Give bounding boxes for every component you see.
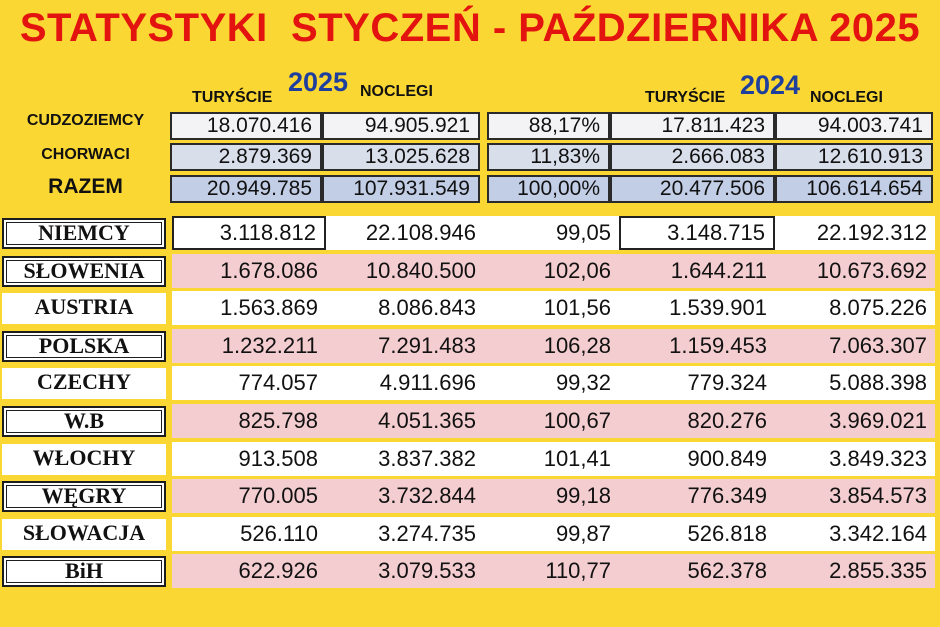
country-label: CZECHY: [2, 368, 166, 399]
summary-cell-pct: 11,83%: [487, 143, 610, 171]
country-cell-n2024: 3.342.164: [775, 517, 935, 551]
country-cell-n2024: 22.192.312: [775, 216, 935, 250]
country-cell-t2024: 776.349: [619, 479, 775, 513]
country-cell-idx: 100,67: [484, 404, 619, 438]
country-cell-t2025: 3.118.812: [172, 216, 326, 250]
country-cell-idx: 99,18: [484, 479, 619, 513]
country-cell-t2024: 3.148.715: [619, 216, 775, 250]
country-cell-t2024: 526.818: [619, 517, 775, 551]
country-cell-idx: 102,06: [484, 254, 619, 288]
country-label: SŁOWACJA: [2, 519, 166, 550]
country-cell-n2025: 8.086.843: [326, 291, 484, 325]
country-label: AUSTRIA: [2, 293, 166, 324]
summary-cell-pct: 88,17%: [487, 112, 610, 140]
summary-cell-t2025: 20.949.785: [170, 175, 322, 203]
summary-cell-t2025: 18.070.416: [170, 112, 322, 140]
country-cell-t2025: 913.508: [172, 442, 326, 476]
country-cell-n2024: 5.088.398: [775, 366, 935, 400]
country-cell-n2025: 3.079.533: [326, 554, 484, 588]
country-label: POLSKA: [2, 331, 166, 362]
country-cell-n2025: 3.732.844: [326, 479, 484, 513]
country-cell-t2025: 1.678.086: [172, 254, 326, 288]
country-cell-n2024: 10.673.692: [775, 254, 935, 288]
country-cell-t2025: 1.563.869: [172, 291, 326, 325]
country-cell-n2025: 22.108.946: [326, 216, 484, 250]
summary-cell-n2025: 94.905.921: [322, 112, 480, 140]
summary-cell-n2025: 13.025.628: [322, 143, 480, 171]
summary-cell-t2025: 2.879.369: [170, 143, 322, 171]
country-cell-idx: 101,41: [484, 442, 619, 476]
country-cell-t2024: 1.644.211: [619, 254, 775, 288]
summary-cell-n2024: 94.003.741: [775, 112, 933, 140]
country-cell-t2024: 779.324: [619, 366, 775, 400]
summary-cell-t2024: 20.477.506: [610, 175, 775, 203]
country-cell-t2025: 825.798: [172, 404, 326, 438]
country-label: WŁOCHY: [2, 444, 166, 475]
country-cell-t2024: 1.159.453: [619, 329, 775, 363]
header-year-2025: 2025: [288, 67, 349, 97]
country-cell-n2024: 8.075.226: [775, 291, 935, 325]
country-cell-n2024: 3.969.021: [775, 404, 935, 438]
country-cell-t2024: 900.849: [619, 442, 775, 476]
country-cell-n2024: 3.849.323: [775, 442, 935, 476]
country-cell-t2025: 526.110: [172, 517, 326, 551]
country-cell-t2024: 1.539.901: [619, 291, 775, 325]
page-title: STATYSTYKI STYCZEŃ - PAŹDZIERNIKA 2025: [19, 6, 921, 50]
country-cell-idx: 106,28: [484, 329, 619, 363]
country-cell-n2025: 7.291.483: [326, 329, 484, 363]
country-cell-idx: 101,56: [484, 291, 619, 325]
summary-row-label: CUDZOZIEMCY: [26, 112, 145, 129]
summary-row-label: CHORWACI: [41, 146, 130, 163]
country-cell-n2024: 3.854.573: [775, 479, 935, 513]
header-2025-nights: NOCLEGI: [360, 83, 433, 100]
country-label: WĘGRY: [2, 481, 166, 512]
summary-cell-t2024: 17.811.423: [610, 112, 775, 140]
country-label: W.B: [2, 406, 166, 437]
summary-cell-n2025: 107.931.549: [322, 175, 480, 203]
header-year-2024: 2024: [740, 70, 801, 100]
country-cell-t2025: 774.057: [172, 366, 326, 400]
header-2024-nights: NOCLEGI: [810, 89, 883, 106]
country-cell-idx: 99,87: [484, 517, 619, 551]
country-cell-t2025: 770.005: [172, 479, 326, 513]
country-cell-n2025: 4.051.365: [326, 404, 484, 438]
country-cell-idx: 99,32: [484, 366, 619, 400]
header-2024-tourists: TURYŚCIE: [645, 89, 726, 106]
header-2025-tourists: TURYŚCIE: [192, 89, 273, 106]
country-cell-t2025: 1.232.211: [172, 329, 326, 363]
country-cell-n2025: 3.274.735: [326, 517, 484, 551]
summary-row-label: RAZEM: [48, 175, 123, 198]
country-label: SŁOWENIA: [2, 256, 166, 287]
country-cell-n2025: 10.840.500: [326, 254, 484, 288]
country-cell-idx: 99,05: [484, 216, 619, 250]
country-cell-t2024: 562.378: [619, 554, 775, 588]
country-cell-n2024: 2.855.335: [775, 554, 935, 588]
summary-cell-pct: 100,00%: [487, 175, 610, 203]
country-cell-idx: 110,77: [484, 554, 619, 588]
country-cell-n2024: 7.063.307: [775, 329, 935, 363]
country-label: BiH: [2, 556, 166, 587]
country-label: NIEMCY: [2, 218, 166, 249]
summary-cell-n2024: 106.614.654: [775, 175, 933, 203]
summary-cell-n2024: 12.610.913: [775, 143, 933, 171]
country-cell-t2025: 622.926: [172, 554, 326, 588]
summary-cell-t2024: 2.666.083: [610, 143, 775, 171]
country-cell-n2025: 4.911.696: [326, 366, 484, 400]
country-cell-t2024: 820.276: [619, 404, 775, 438]
country-cell-n2025: 3.837.382: [326, 442, 484, 476]
